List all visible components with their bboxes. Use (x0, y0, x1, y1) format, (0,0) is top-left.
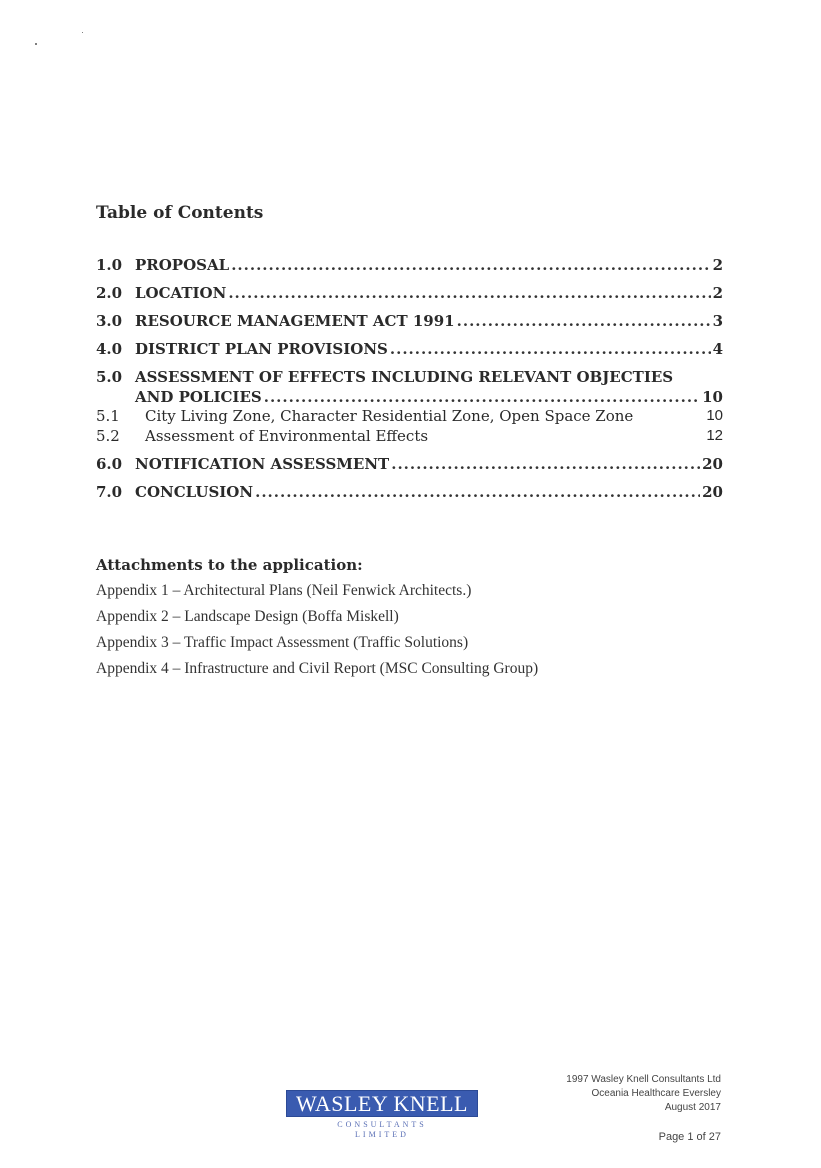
attachment-item: Appendix 3 – Traffic Impact Assessment (Traffic Solutions) (96, 634, 469, 651)
scan-speck (35, 43, 37, 45)
toc-entry-number: 3.0 (96, 312, 123, 330)
toc-entry-conclusion[interactable] (96, 483, 723, 501)
toc-entry-label: CONCLUSION (135, 483, 254, 501)
toc-entry-page: 20 (702, 483, 723, 501)
toc-leader (231, 256, 710, 274)
toc-entry-number: 7.0 (96, 483, 123, 501)
toc-entry-label: DISTRICT PLAN PROVISIONS (135, 340, 388, 358)
page-number: Page 1 of 27 (658, 1131, 721, 1143)
toc-entry-assessment-cont[interactable] (96, 388, 723, 406)
toc-entry-page: 3 (712, 312, 723, 330)
attachments-title: Attachments to the application: (96, 556, 363, 574)
toc-leader (390, 340, 711, 358)
toc-entry-page: 10 (702, 388, 723, 406)
footer-copyright: 1997 Wasley Knell Consultants Ltd (566, 1074, 721, 1085)
toc-subentry-zones[interactable] (96, 407, 723, 425)
toc-entry-label: RESOURCE MANAGEMENT ACT 1991 (135, 312, 455, 330)
toc-entry-proposal[interactable] (96, 256, 723, 274)
company-logo: WASLEY KNELL (286, 1090, 478, 1117)
toc-leader (255, 483, 700, 501)
toc-leader (391, 455, 700, 473)
toc-entry-page: 2 (712, 256, 723, 274)
toc-entry-number: 1.0 (96, 256, 123, 274)
toc-entry-district-plan[interactable] (96, 340, 723, 358)
toc-subentry-label: City Living Zone, Character Residential Zone, Open Space Zone (145, 407, 634, 425)
toc-entry-notification[interactable] (96, 455, 723, 473)
logo-subtitle: CONSULTANTS (337, 1120, 427, 1129)
logo-subtitle: LIMITED (355, 1130, 409, 1139)
toc-entry-location[interactable] (96, 284, 723, 302)
toc-entry-page: 2 (712, 284, 723, 302)
toc-title: Table of Contents (96, 203, 264, 223)
toc-entry-assessment[interactable] (96, 368, 723, 386)
toc-leader (264, 388, 700, 406)
footer-date: August 2017 (664, 1102, 721, 1113)
toc-subentry-label: Assessment of Environmental Effects (145, 427, 429, 445)
footer-project: Oceania Healthcare Eversley (591, 1088, 721, 1099)
attachment-item: Appendix 4 – Infrastructure and Civil Report (MSC Consulting Group) (96, 660, 539, 677)
toc-entry-label: PROPOSAL (135, 256, 230, 274)
toc-entry-label-line2: AND POLICIES (135, 388, 262, 406)
toc-entry-number: 2.0 (96, 284, 123, 302)
toc-entry-page: 20 (702, 455, 723, 473)
toc-subentry-environmental[interactable] (96, 427, 723, 445)
toc-entry-label-line1: ASSESSMENT OF EFFECTS INCLUDING RELEVANT OBJECTIES (135, 368, 674, 386)
toc-entry-label: LOCATION (135, 284, 227, 302)
toc-entry-number: 6.0 (96, 455, 123, 473)
toc-subentry-number: 5.1 (96, 407, 120, 425)
toc-entry-number: 4.0 (96, 340, 123, 358)
toc-entry-number: 5.0 (96, 368, 123, 386)
toc-entry-page: 4 (712, 340, 723, 358)
toc-leader (228, 284, 710, 302)
toc-subentry-number: 5.2 (96, 427, 120, 445)
toc-subentry-page: 10 (706, 407, 723, 424)
footer-info (566, 1073, 721, 1115)
attachment-item: Appendix 2 – Landscape Design (Boffa Miskell) (96, 608, 399, 625)
scan-speck (82, 32, 83, 33)
toc-entry-rma[interactable] (96, 312, 723, 330)
attachment-item: Appendix 1 – Architectural Plans (Neil Fenwick Architects.) (96, 582, 472, 599)
toc-entry-label: NOTIFICATION ASSESSMENT (135, 455, 390, 473)
toc-leader (457, 312, 711, 330)
toc-subentry-page: 12 (706, 427, 723, 444)
